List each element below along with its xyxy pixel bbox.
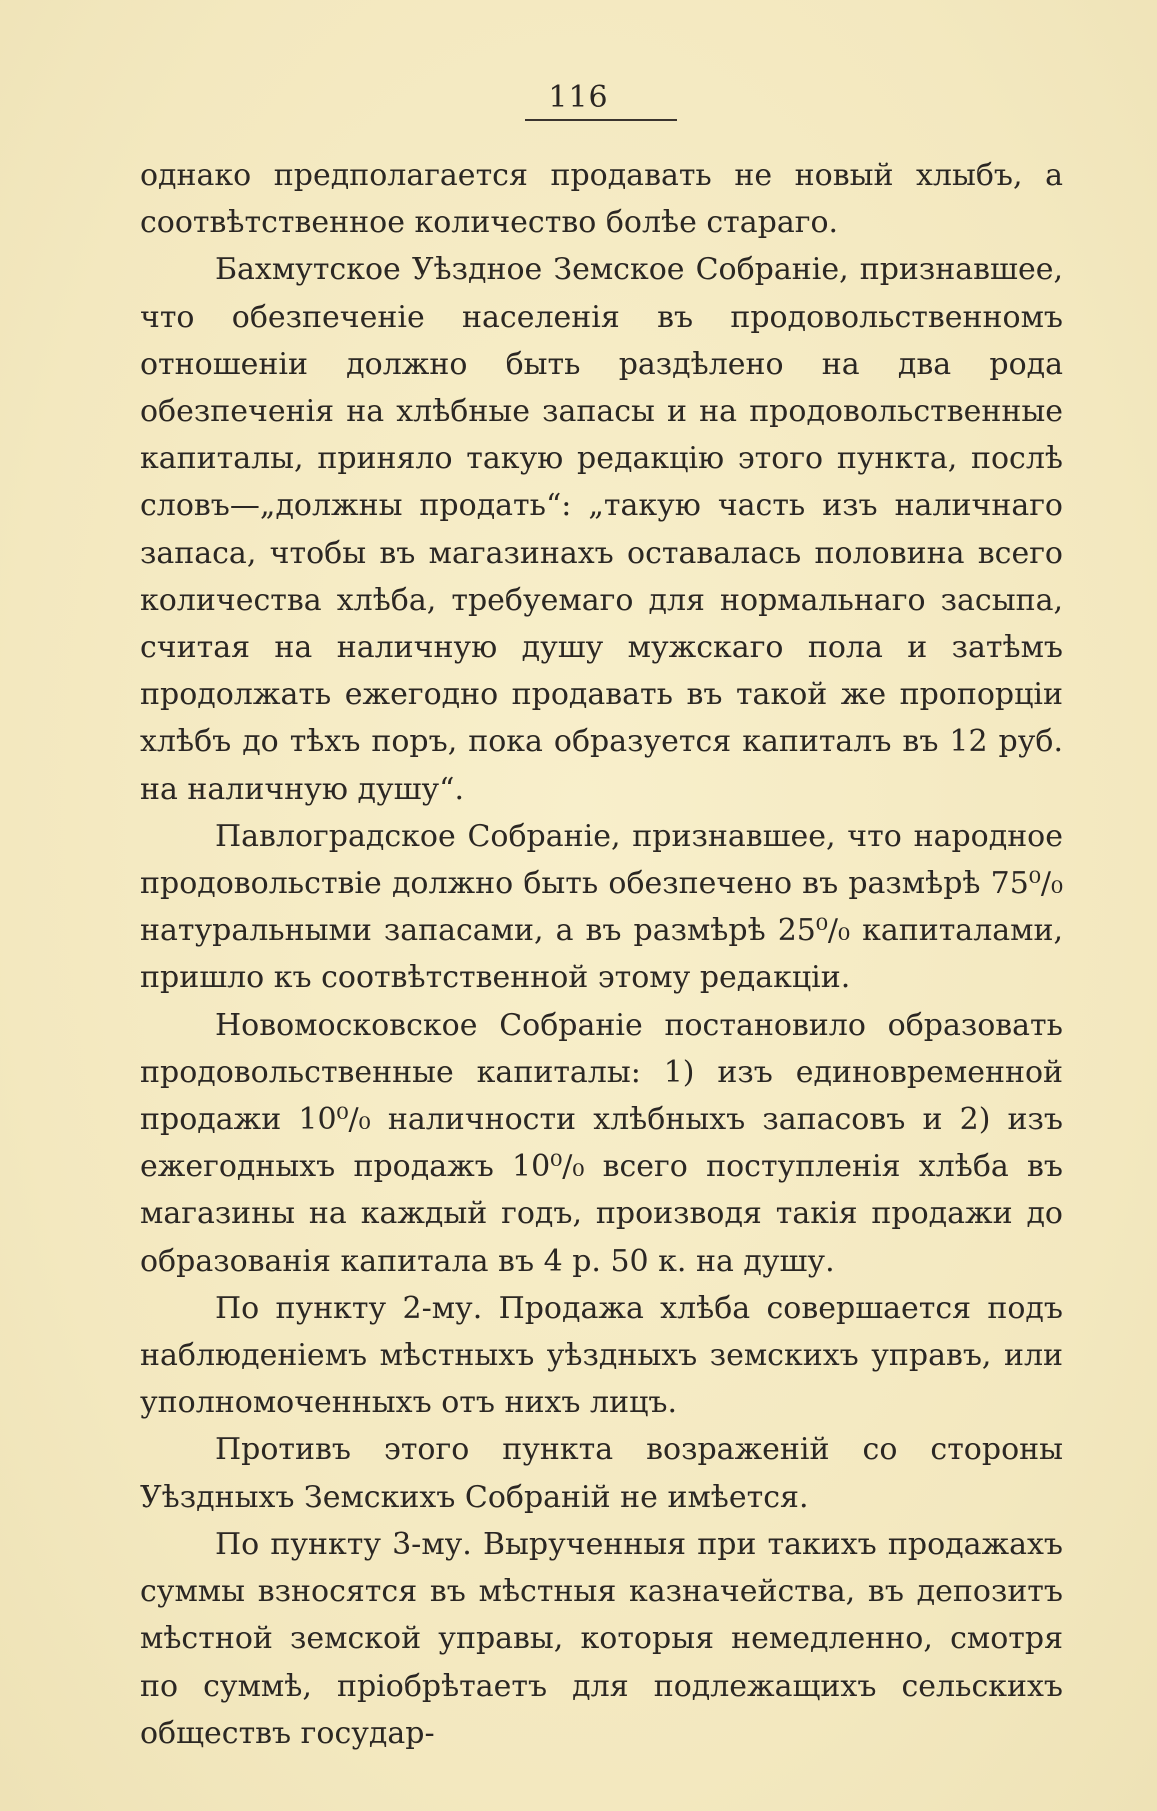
page-number: 116 (548, 80, 609, 115)
paragraph-continuation: однако предполагается продавать не новый хлыбъ, а соотвѣтственное количество болѣе стараго. (140, 158, 1063, 241)
page-text (140, 152, 1063, 1757)
paragraph-point-3: По пункту 3-му. Вырученныя при такихъ продажахъ суммы взносятся въ мѣстныя казначейства, въ депозитъ мѣстной земской управы, которыя немедленно, смотря по суммѣ, пріобрѣтаетъ для подлежащихъ сельскихъ обществъ государ- (140, 1526, 1063, 1751)
paragraph-bakhmut: Бахмутское Уѣздное Земское Собраніе, признавшее, что обезпеченіе населенія въ продовольственномъ отношеніи должно быть раздѣлено на два рода обезпеченія на хлѣбные запасы и на продовольственные капиталы, приняло такую редакцію этого пункта, послѣ словъ—„должны продать“: „такую часть изъ наличнаго запаса, чтобы въ магазинахъ оставалась половина всего количества хлѣба, требуемаго для нормальнаго засыпа, считая на наличную душу мужскаго пола и затѣмъ продолжать ежегодно продавать въ такой же пропорціи хлѣбъ до тѣхъ поръ, пока образуется капиталъ въ 12 руб. на наличную душу“. (140, 252, 1063, 807)
paragraph-no-objections: Противъ этого пункта возраженій со стороны Уѣздныхъ Земскихъ Собраній не имѣется. (140, 1432, 1063, 1515)
paragraph-point-2: По пункту 2-му. Продажа хлѣба совершается подъ наблюденіемъ мѣстныхъ уѣздныхъ земскихъ управъ, или уполномоченныхъ отъ нихъ лицъ. (140, 1290, 1063, 1421)
paragraph-novomoskovsk: Новомосковское Собраніе постановило образовать продовольственные капиталы: 1) изъ единовременной продажи 10⁰/₀ наличности хлѣбныхъ запасовъ и 2) изъ ежегодныхъ продажъ 10⁰/₀ всего поступленія хлѣба въ магазины на каждый годъ, производя такія продажи до образованія капитала въ 4 р. 50 к. на душу. (140, 1007, 1063, 1279)
page-number-rule (525, 119, 677, 121)
paragraph-pavlograd: Павлоградское Собраніе, признавшее, что народное продовольствіе должно быть обезпечено въ размѣрѣ 75⁰/₀ натуральными запасами, а въ размѣрѣ 25⁰/₀ капиталами, пришло къ соотвѣтственной этому редакціи. (140, 818, 1063, 996)
